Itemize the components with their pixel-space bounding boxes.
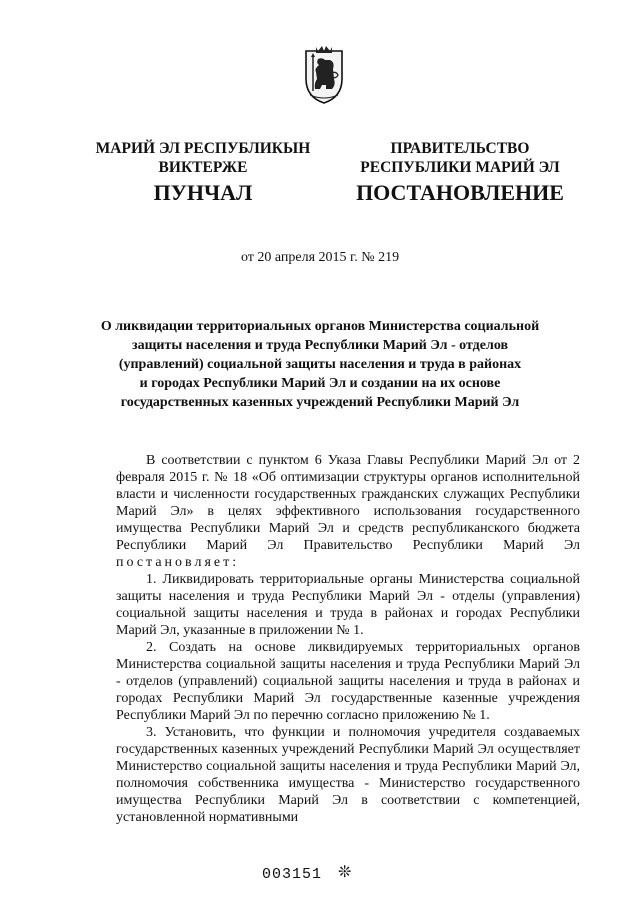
coat-of-arms-icon [302,45,346,107]
document-title [80,317,560,412]
header-left-line1: МАРИЙ ЭЛ РЕСПУБЛИКЫН [95,140,311,157]
item-2-paragraph: 2. Создать на основе ликвидируемых территориальных органов Министерства социальной защиты населения и труда Республики Марий Эл - отделов (управлений) социальной защиты населения и труда в районах и городах Республики Марий Эл государственные казенные учреждения Республики Марий Эл по перечню согласно приложению № 1. [116,640,580,723]
footer-asterisk-icon: ❊ [338,864,352,881]
title-line: (управлений) социальной защиты населения и труда в районах [118,357,522,372]
document-number: 219 [378,250,400,265]
item-1-paragraph: 1. Ликвидировать территориальные органы Министерства социальной защиты населения и труда Республики Марий Эл - отделы (управления) социальной защиты населения и труда в районах и городах Республики Марий Эл, указанные в приложении № 1. [116,572,580,638]
title-line: и городах Республики Марий Эл и создании на их основе [139,376,501,391]
header-right [350,139,570,177]
title-line: О ликвидации территориальных органов Министерства социальной [100,319,540,334]
header-right-line2: РЕСПУБЛИКИ МАРИЙ ЭЛ [360,159,560,176]
resolves-word: постановляет: [116,555,240,570]
header-left [78,139,328,177]
header-left-line2: ВИКТЕРЖЕ [158,159,248,176]
number-sign: № [361,250,375,265]
document-type-mari: ПУНЧАЛ [153,180,253,205]
item-3-paragraph: 3. Установить, что функции и полномочия учредителя создаваемых государственных казенных учреждений Республики Марий Эл осуществляет Министерство социальной защиты населения и труда Республики Марий Эл, полномочия собственника имущества - Министерство государственного имущества Республики Марий Эл в соответствии с компетенцией, установленной нормативными [116,725,580,825]
preamble-paragraph [116,452,580,571]
date-line [0,250,640,266]
serial-number: 003151 [262,866,323,883]
document-type-russian: ПОСТАНОВЛЕНИЕ [356,180,564,205]
date-month-year: апреля 2015 г. [274,250,358,265]
title-line: защиты населения и труда Республики Марий Эл - отделов [131,338,509,353]
document-body [116,452,580,826]
date-prefix: от [240,250,254,265]
title-line: государственных казенных учреждений Республики Марий Эл [120,395,520,410]
preamble-text: В соответствии с пунктом 6 Указа Главы Республики Марий Эл от 2 февраля 2015 г. № 18 «Об оптимизации структуры органов исполнительной власти и численности государственных гражданских служащих Республики Марий Эл» в целях эффективного использования государственного имущества Республики Марий Эл и средств республиканского бюджета Республики Марий Эл Правительство Республики Марий Эл [116,453,580,553]
header-right-line1: ПРАВИТЕЛЬСТВО [390,140,530,157]
date-day: 20 [257,250,272,265]
